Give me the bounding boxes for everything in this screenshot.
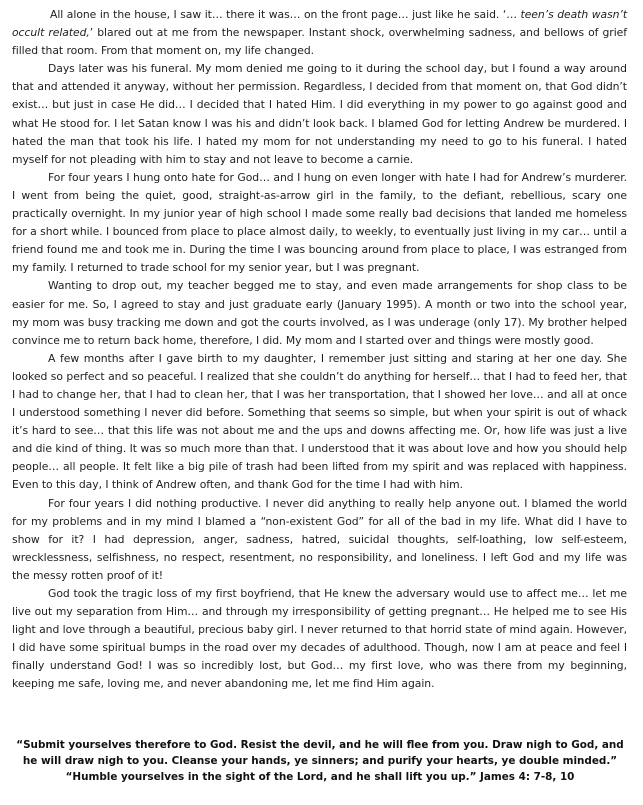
- paragraph-1: [12, 6, 627, 60]
- paragraph-1-intro: All alone in the house, I saw it… there it was… on the front page… just like he said. ‘…: [50, 8, 521, 21]
- scripture-line-1: “Submit yourselves therefore to God. Resist the devil, and he will flee from you. Draw nigh to God, and: [16, 739, 624, 751]
- scripture-quote: [14, 737, 626, 786]
- paragraph-2: Days later was his funeral. My mom denied me going to it during the school day, but I found a way around that and attended it anyway, without her permission. Regardless, I decided from that moment on, that God didn’t exist… but just in case He did… I decided that I hated Him. I did everything in my power to go against good and what He stood for. I let Satan know I was his and didn’t look back. I blamed God for letting Andrew be murdered. I hated the man that took his life. I hated my mom for not understanding my need to go to his funeral. I hated myself for not pleading with him to stay and not leave to become a carnie.: [12, 62, 627, 166]
- story-body: [12, 6, 627, 694]
- paragraph-4: Wanting to drop out, my teacher begged me to stay, and even made arrangements for shop class to be easier for me. So, I agreed to stay and just graduate early (January 1995). A month or two into the school year, my mom was busy tracking me down and got the courts involved, as I was underage (only 17). My brother helped convince me to return back home, therefore, I did. My mom and I started over and things were mostly good.: [12, 279, 627, 347]
- paragraph-3: For four years I hung onto hate for God… and I hung on even longer with hate I had for Andrew’s murderer. I went from being the quiet, good, straight-as-arrow girl in the family, to the defiant, rebellious, scary one practically overnight. In my junior year of high school I made some really bad decisions that landed me homeless for a short while. I bounced from place to place almost daily, to weekly, to eventually just living in my car… until a friend found me and took me in. During the time I was bouncing around from place to place, I was estranged from my family. I returned to trade school for my senior year, but I was pregnant.: [12, 170, 627, 275]
- paragraph-1-rest: ’ blared out at me from the newspaper. Instant shock, overwhelming sadness, and bellows of grief filled that room. From that moment on, my life changed.: [12, 26, 627, 58]
- scripture-line-2: he will draw nigh to you. Cleanse your hands, ye sinners; and purify your hearts, ye double minded.”: [22, 755, 618, 768]
- paragraph-5: A few months after I gave birth to my daughter, I remember just sitting and staring at her one day. She looked so perfect and so peaceful. I realized that she couldn’t do anything for herself… that I had to feed her, that I had to change her, that I had to clean her, that I was her transportation, that I showed her love… and all at once I understood something I never did before. Something that seems so simple, but when your spirit is out of whack it’s hard to see… that this life was not about me and the ups and downs affecting me. Or, how life was just a live and die kind of thing. It was so much more than that. I understood that it was about love and how you should help people… all people. It felt like a big pile of trash had been lifted from my spirit and was replaced with happiness. Even to this day, I think of Andrew often, and thank God for the time I had with him.: [12, 351, 627, 492]
- scripture-line-3: “Humble yourselves in the sight of the Lord, and he shall lift you up.” James 4: 7-8, 10: [65, 771, 575, 784]
- paragraph-7: God took the tragic loss of my first boyfriend, that He knew the adversary would use to affect me… let me live out my separation from Him… and through my irresponsibility of getting pregnant… He helped me to see His light and love through a beautiful, precious baby girl. I never returned to that horrid state of mind again. However, I did have some spiritual bumps in the road over my decades of adulthood. Though, now I am at peace and feel I finally understand God! I was so incredibly lost, but God… my first love, who was there from my beginning, keeping me safe, loving me, and never abandoning me, let me find Him again.: [12, 587, 627, 691]
- paragraph-6: For four years I did nothing productive. I never did anything to really help anyone out. I blamed the world for my problems and in my mind I blamed a “non-existent God” for all of the bad in my life. What did I have to show for it? I had depression, anger, sadness, hatred, suicidal thoughts, self-loathing, low self-esteem, wrecklessness, selfishness, no respect, resentment, no responsibility, and loneliness. I left God and my life was the messy rotten proof of it!: [12, 496, 627, 582]
- newspaper-quote: teen’s death wasn’t occult related,: [12, 8, 627, 40]
